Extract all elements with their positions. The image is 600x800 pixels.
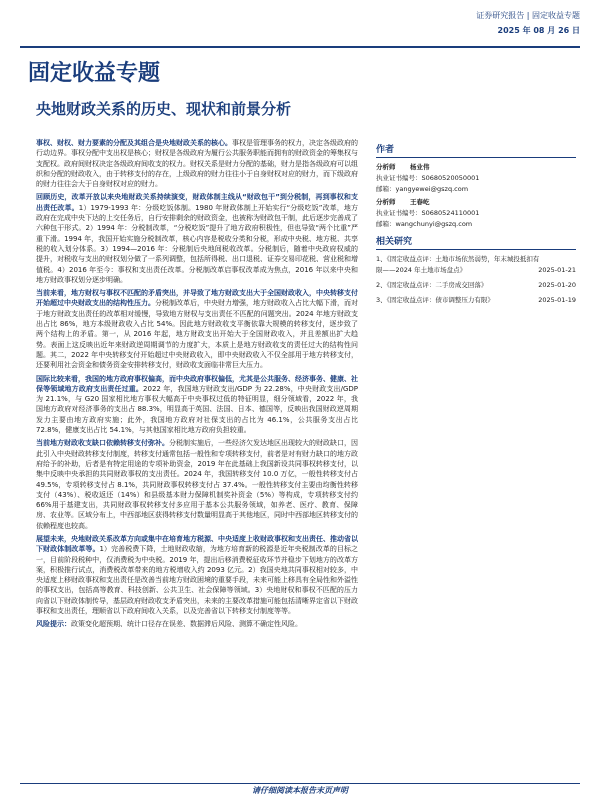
authors-heading: 作者: [376, 142, 576, 158]
analyst-name: 王春屹: [410, 198, 430, 206]
analyst-cert: 执业证书编号：S0680520050001: [376, 174, 480, 182]
paragraph-lead: 当前地方财政收支缺口依赖转移支付弥补。: [36, 439, 169, 448]
paragraph-5: [36, 438, 358, 531]
paragraph-lead: 事权、财权、财力要素的分配及其组合是央地财政关系的核心。: [36, 139, 232, 147]
paragraph-body: 事权是管理事务的权力，决定各级政府的行动边界。事权分配中支出权是核心；财权是各级政府为履行公共服务职能而拥有的财政资金的筹集权与支配权。政府间财权决定各级政府间收支的权力。财权关系是财力分配的基础，财力是指各级政府可以组织和分配的财政收入，由于转移支付的存在，上级政府的财力往往小于自身财权对应的财力，而下级政府的财力往往会大于自身财权对应的财力。: [36, 139, 358, 189]
paragraph-lead: 展望未来，央地财政关系改革方向或集中在培育地方税源、中央适度上收财政事权和支出责任、推动省以下财政体制改革等。: [36, 534, 358, 554]
related-research-heading: 相关研究: [376, 234, 576, 250]
footer-rule: [20, 783, 580, 784]
paragraph-body: 2022 年，我国地方财政支出/GDP 为 22.28%，中央财政支出/GDP 为 21.1%，与 G20 国家相比地方事权大幅高于中央事权过低的特征明显，细分领域看，2022 年，我国地方政府对经济事务的支出占 88.3%，明显高于英国、法国、日本、德国等，反映出我国财政逆周期发力主要由地方政府实施；此外，我国地方政府对社保支出的占比为 46.1%，公共服务支出占比 72.8%，健康支出占比 54.1%，与其他国家相比地方政府负担较重。: [36, 384, 358, 435]
report-title: 3、《固定收益点评：债市调整压力有限》: [376, 296, 494, 304]
header-meta: [476, 10, 580, 36]
paragraph-4: [36, 374, 358, 436]
paragraph-body: 1）完善税费下降，土地财政收缩，为地方培育新的税源是近年央税制改革的目标之一，目前阶段税种中，仅消费税为中央税。2019 年，提出后移消费税征收环节并稳步下划地方的改革方案，积极推行试点，消费税改革带来的地方税增收入约 2093 亿元。2）我国央地共同事权相对较多，中央适度上移财政事权和支出责任是改善当前地方财政困境的重要手段，未来可能上移具有全局性和外溢性的事权支出，包括高等教育、科技创新、公共卫生、社会保障等领域。3）央地财权和事权不匹配的压力向省以下财政体制传导，基层政府财政收支矛盾突出，未来的主要改革措施可能包括清晰界定省以下财政事权和支出责任，理顺省以下政府间收入关系，以及完善省以下转移支付制度等等。: [36, 545, 358, 616]
analyst-role: 分析师: [376, 163, 396, 171]
paragraph-body: 1）1979-1993 年：分级吃饭体制。1980 年财政体制上开始实行“分级吃饭”改革，地方政府在完成中央下达的上交任务后，自行安排剩余的财政资金，也被称为财政包干制，此后逐步完善成了六种包干形式。2）1994 年：分税制改革，“分税吃饭”提升了地方政府积极性，但也导致“两个比重”严重下滑。1994 年，我国开始实施分税制改革，核心内容是税收分类和分税，形成中央税、地方税、共享税的收入划分体系。3）1994—2016 年：分税制后央地间税收改革。分税制后，随着中央政府权威的提升，对税收与支出的财权划分做了一系列调整，包括所得税、出口退税、证券交易印花税、营业税和增值税。4）2016 年至今：事权和支出责任改革。分税制改革启事权改革成为焦点，2016 年以来中央和地方财政事权划分逐步明确。: [36, 203, 358, 284]
report-date: 2025-01-20: [538, 281, 576, 289]
header-rule: [20, 46, 580, 48]
paragraph-body: 分税制实施后，一些经济欠发达地区出现较大的财政缺口，因此引入中央财政转移支付制度，转移支付通常包括一般性和专项转移支付，前者是对有财力缺口的地方政府给予的补助，后者是有特定用途的专项补助资金，2019 年在此基础上我国新设共同事权转移支付，以集中反映中央承担的共同财政事权的支出责任。2024 年，我国转移支付 10.0 万亿，一般性转移支付占 49.5%，专项转移支付占 8.1%，共同财政事权转移支付占 37.4%。一般性转移支付主要由均衡性转移支付（43%）、税收返还（14%）和县级基本财力保障机制奖补资金（5%）等构成，专项转移支付约 66%用于基建支出，共同财政事权转移支付多应用于基本公共服务领域，如养老、医疗、教育、保障房、农业等。区域分布上，中西部地区获得转移支付数量明显高于其他地区，同时中西部地区转移支付的依赖程度也较高。: [36, 439, 358, 530]
footer-disclaimer: 请仔细阅读本报告末页声明: [252, 786, 348, 795]
report-date: 2025-01-21: [538, 266, 576, 274]
related-report[interactable]: [376, 254, 576, 276]
report-type: 证券研究报告 | 固定收益专题: [476, 11, 580, 20]
analyst-email[interactable]: 邮箱：yangyewei@gszq.com: [376, 185, 469, 193]
summary-content: [36, 138, 358, 778]
risk-paragraph: [36, 619, 358, 629]
report-title: 1、《固定收益点评：土地市场依然弱势，年末城投抵扣有限——2024 年土地市场盘点》: [376, 255, 540, 274]
analyst-email[interactable]: 邮箱：wangchunyi@gszq.com: [376, 220, 473, 228]
report-date: 2025-01-19: [538, 296, 576, 304]
page-subtitle: 央地财政关系的历史、现状和前景分析: [36, 100, 292, 118]
analyst-card: [376, 162, 576, 195]
paragraph-3: [36, 288, 358, 370]
risk-lead: 风险提示：: [36, 620, 71, 629]
paragraph-lead: 国际比较来看，我国的地方政府事权偏高，而中央政府事权偏低，尤其是公共服务、经济事务、健康、社保等领域地方政府支出责任过重。: [36, 374, 358, 393]
paragraph-lead: 回顾历史，改革开放以来央地财政关系持续演变，财政体制主线从“财政包干”到分税制，再到事权和支出责任改革。: [36, 193, 358, 212]
analyst-card: [376, 197, 576, 230]
paragraph-lead: 当前来看，地方财权与事权不匹配的矛盾突出，并导致了地方财政支出大于全国财政收入，中央转移支付开始超过中央财政支出的结构性压力。: [36, 289, 358, 308]
paragraph-6: [36, 534, 358, 616]
analyst-name: 杨业伟: [410, 163, 430, 171]
analyst-role: 分析师: [376, 198, 396, 206]
page-title: 固定收益专题: [28, 61, 161, 86]
related-report[interactable]: [376, 295, 576, 306]
sidebar: [376, 138, 576, 306]
analyst-cert: 执业证书编号：S0680524110001: [376, 209, 480, 217]
report-date: 2025 年 08 月 26 日: [497, 26, 580, 35]
paragraph-1: [36, 138, 358, 189]
paragraph-2: [36, 192, 358, 285]
report-title: 2、《固定收益点评：二手房成交回落》: [376, 281, 488, 289]
related-report[interactable]: [376, 280, 576, 291]
risk-body: 政策变化超预期、统计口径存在误差、数据滞后风险、测算不确定性风险。: [71, 620, 302, 629]
paragraph-body: 分税制改革后，中央财力增强，地方财政收入占比大幅下滑，而对于地方财政支出责任的改革相对缓慢，导致地方财权与支出责任不匹配的问题突出。2024 年地方财政支出占比 86%，地方本级财政收入占比 54%。因此地方财政收支平衡依靠大规模的转移支付，逐步致了两个结构上的矛盾。第一，从 2016 年起，地方财政支出开始大于全国财政收入，并且差额出扩大趋势。表面上这反映出近年来财政逆周期调节的力度扩大，本质上是地方财政收支的责任过大的结构性问题。其二，2022 年中央转移支付开始超过中央财政收入，即中央财政收入不仅全部用于地方转移支付，还要利用社会资金和债务资金安排转移支付，财政收支面临非常巨大压力。: [36, 299, 358, 370]
